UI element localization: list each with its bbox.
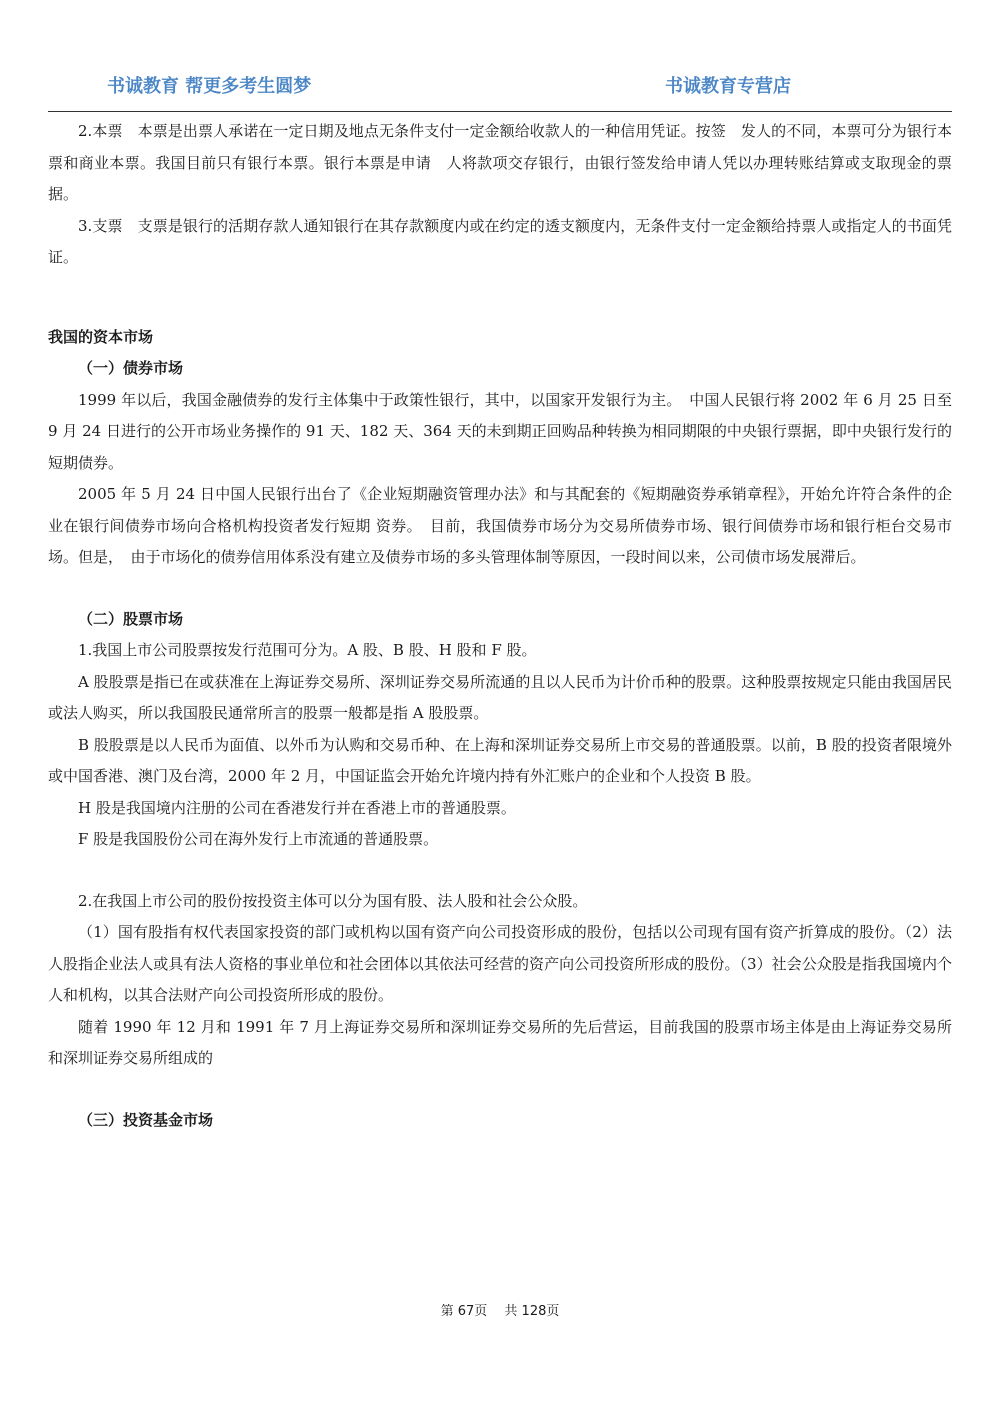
- subsection-heading-bond-market: （一）债券市场: [78, 359, 184, 377]
- spacer: [48, 1075, 952, 1105]
- header-right-title: 书诚教育专营店: [665, 76, 791, 97]
- paragraph-bond-1: 1999 年以后，我国金融债券的发行主体集中于政策性银行，其中，以国家开发银行为主。 中国人民银行将 2002 年 6 月 25 日至 9 月 24 日进行的公开市场业务操作的 91 天、182 天、364 天的未到期正回购品种转换为相同期限的中央银行票据，即中央银行发行的短期债券。: [48, 390, 952, 472]
- page-number: 第 67页 共 128页: [440, 1304, 560, 1319]
- header-left-title: 书诚教育 帮更多考生圆梦: [107, 76, 312, 97]
- document-body: [48, 116, 952, 1136]
- paragraph-b-share: B 股股票是以人民币为面值、以外币为认购和交易币种、在上海和深圳证券交易所上市交易的普通股票。以前，B 股的投资者限境外或中国香港、澳门及台湾，2000 年 2 月，中国证监会开始允许境内持有外汇账户的企业和个人投资 B 股。: [48, 735, 952, 785]
- subsection-heading-stock-market: （二）股票市场: [78, 609, 184, 628]
- paragraph-exchanges: 随着 1990 年 12 月和 1991 年 7 月上海证券交易所和深圳证券交易所的先后营运，目前我国的股票市场主体是由上海证券交易所和深圳证券交易所组成的: [48, 1017, 952, 1067]
- paragraph-h-share: H 股是我国境内注册的公司在香港发行并在香港上市的普通股票。: [78, 798, 516, 817]
- paragraph-bond-2: 2005 年 5 月 24 日中国人民银行出台了《企业短期融资管理办法》和与其配套的《短期融资券承销章程》，开始允许符合条件的企业在银行间债券市场向合格机构投资者发行短期 资券。 目前，我国债券市场分为交易所债券市场、银行间债券市场和银行柜台交易市场。但是， 由于市场化的债券信用体系没有建立及债券市场的多头管理体制等原因，一段时间以来，公司债市场发展滞后。: [48, 485, 952, 566]
- spacer: [48, 574, 952, 604]
- paragraph-f-share: F 股是我国股份公司在海外发行上市流通的普通股票。: [78, 830, 439, 848]
- paragraph-share-categories: 2.在我国上市公司的股份按投资主体可以分为国有股、法人股和社会公众股。: [78, 891, 588, 910]
- paragraph-share-definitions: （1）国有股指有权代表国家投资的部门或机构以国有资产向公司投资形成的股份，包括以公司现有国有资产折算成的股份。（2）法人股指企业法人或具有法人资格的事业单位和社会团体以其依法可经营的资产向公司投资所形成的股份。（3）社会公众股是指我国境内个人和机构，以其合法财产向公司投资所形成的股份。: [48, 923, 952, 1004]
- paragraph-a-share: A 股股票是指已在或获准在上海证券交易所、深圳证券交易所流通的且以人民币为计价币种的股票。这种股票按规定只能由我国居民或法人购买，所以我国股民通常所言的股票一般都是指 A 股股票。: [48, 672, 952, 722]
- spacer: [48, 856, 952, 886]
- subsection-heading-fund-market: （三）投资基金市场: [78, 1110, 214, 1129]
- paragraph-stock-types: 1.我国上市公司股票按发行范围可分为。A 股、B 股、H 股和 F 股。: [78, 641, 537, 659]
- section-heading-capital-market: 我国的资本市场: [48, 327, 154, 346]
- paragraph-promissory-note: 2.本票 本票是出票人承诺在一定日期及地点无条件支付一定金额给收款人的一种信用凭证。按签 发人的不同，本票可分为银行本票和商业本票。我国目前只有银行本票。银行本票是申请 人将款项交存银行，由银行签发给申请人凭以办理转账结算或支取现金的票据。: [48, 122, 952, 203]
- paragraph-check: 3.支票 支票是银行的活期存款人通知银行在其存款额度内或在约定的透支额度内，无条件支付一定金额给持票人或指定人的书面凭证。: [48, 216, 952, 266]
- header-divider: [48, 111, 952, 112]
- spacer: [48, 274, 952, 322]
